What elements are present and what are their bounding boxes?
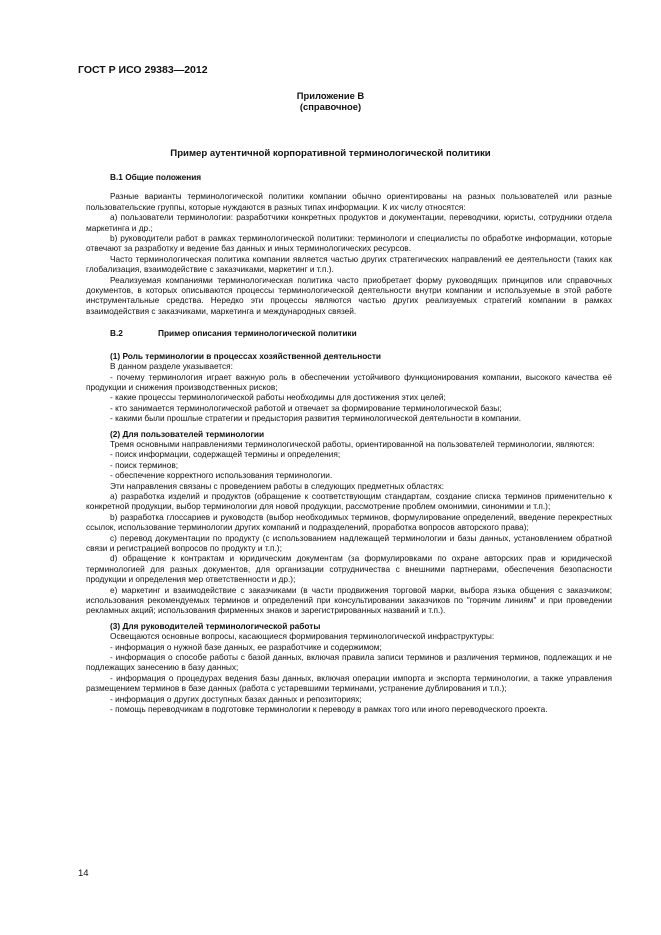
page-number: 14: [78, 868, 89, 879]
list-item: - информация о нужной базе данных, ее разработчике и содержимом;: [110, 641, 382, 652]
area-item-c: c) перевод документации по продукту (с использованием надлежащей терминологии и базы данных, установлением обратной связи и регистрацией вопросов по продукту и т.п.);: [86, 532, 612, 553]
list-item: - помощь переводчикам в подготовке терминологии к переводу в рамках того или иного переводческого проекта.: [110, 704, 548, 715]
list-item: - поиск терминов;: [110, 459, 179, 470]
body-text: [86, 172, 612, 715]
subsection-1-intro: В данном разделе указывается:: [110, 361, 233, 372]
b1-paragraph-1: Разные варианты терминологической политики компании обычно ориентированы на разных пользователей или разные пользовательские группы, которые нуждаются в разных типах информации. К их числу относятся:: [86, 191, 612, 212]
annex-kind: (справочное): [299, 101, 362, 112]
list-item: - почему терминология играет важную роль в обеспечении устойчивого функционирования компании, высокого качества её продукции и снижения производственных рисков;: [86, 371, 612, 392]
subsection-2-intro-2: Эти направления связаны с проведением работы в следующих предметных областях:: [110, 480, 445, 491]
b1-item-b: b) руководители работ в рамках терминологической политики: терминологи и специалисты по обработке информации, которые отвечают за разработку и ведение баз данных и иных терминологических ресурсов.: [86, 233, 612, 254]
section-b2-number: B.2: [110, 328, 123, 339]
area-item-e: e) маркетинг и взаимодействие с заказчиками (в части продвижения торговой марки, выбора языка общения с заказчиком; использования рекомендуемых терминов и определений при консультировании заказчиков по "горячим линиям" и при проведении рекламных акций; использования фирменных знаков и зарегистрированных названий и т.п.).: [86, 584, 612, 616]
b1-item-a: а) пользователи терминологии: разработчики конкретных продуктов и документации, переводчики, юристы, сотрудники отдела маркетинга и др.;: [86, 212, 612, 233]
b1-paragraph-3: Реализуемая компаниями терминологическая политика часто приобретает форму руководящих принципов или справочных документов, в которых описываются процессы терминологической деятельности внутри компании и используемые в этой работе инструментальные средства. Нередко эти процессы являются частью других реализуемых стратегий компании в рамках взаимодействия с заказчиками, маркетинга и международных связей.: [86, 274, 612, 316]
subsection-1-heading: (1) Роль терминологии в процессах хозяйственной деятельности: [110, 350, 382, 361]
list-item: - информация о других доступных базах данных и репозиториях;: [110, 693, 362, 704]
list-item: - информация о процедурах ведения базы данных, включая операции импорта и экспорта терминологии, а также управления размещением терминов в базе данных (работа с устаревшими терминами, устранение дублирования и т.п.);: [86, 672, 612, 694]
b1-paragraph-2: Часто терминологическая политика компании является частью других стратегических направлений ее деятельности (таких как глобализация, взаимодействие с заказчиками, маркетинг и т.п.).: [86, 253, 612, 275]
section-b1-heading: B.1 Общие положения: [110, 172, 202, 182]
area-item-d: d) обращение к контрактам и юридическим документам (за формулировками по охране авторских прав и юридической терминологией для разных документов, для организации сотрудничества с внешними партнерами, обеспечения безопасности продукции и определения мер ответственности и др.);: [86, 553, 612, 585]
subsection-3-intro: Освещаются основные вопросы, касающиеся формирования терминологической инфраструктуры:: [110, 631, 495, 642]
area-item-b: b) разработка глоссариев и руководств (выбор необходимых терминов, формулирование определений, введение перекрестных ссылок, использование терминологии других компаний и подразделений, проработка вопросов авторского права);: [86, 511, 612, 533]
standard-header: ГОСТ Р ИСО 29383—2012: [78, 64, 208, 76]
subsection-2-heading: (2) Для пользователей терминологии: [110, 428, 265, 439]
list-item: - кто занимается терминологической работой и отвечает за формирование терминологической базы;: [110, 402, 502, 413]
subsection-3-heading: (3) Для руководителей терминологической работы: [110, 620, 321, 631]
section-b2-heading: [86, 328, 612, 338]
section-b2-title: Пример описания терминологической политики: [158, 328, 357, 339]
list-item: - какие процессы терминологической работы необходимы для достижения этих целей;: [110, 392, 446, 403]
list-item: - поиск информации, содержащей термины и определения;: [110, 449, 341, 460]
annex-title: Приложение B: [296, 90, 365, 101]
list-item: - какими были прошлые стратегии и предыстория развития терминологической деятельности в компании.: [110, 413, 522, 424]
subsection-2-intro: Тремя основными направлениями терминологической работы, ориентированной на пользователей терминологии, являются:: [110, 438, 595, 449]
document-title: Пример аутентичной корпоративной терминологической политики: [170, 148, 491, 159]
list-item: - информация о способе работы с базой данных, включая правила записи терминов и различения терминов, подлежащих и не подлежащих занесению в базу данных;: [86, 652, 612, 673]
area-item-a: а) разработка изделий и продуктов (обращение к соответствующим стандартам, создание списка терминов применительно к конкретной продукции, выбор терминологии для новой продукции, рассмотрение проблем омонимии, синонимии и т.п.);: [86, 490, 612, 512]
list-item: - обеспечение корректного использования терминологии.: [110, 470, 333, 481]
